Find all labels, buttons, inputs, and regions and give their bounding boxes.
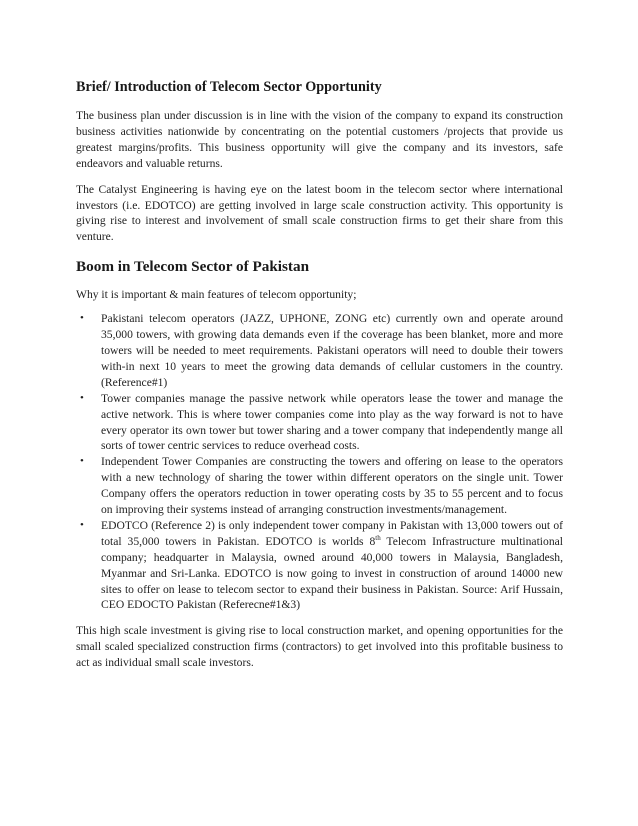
ordinal-superscript: th — [375, 533, 381, 542]
feature-bullet-list — [76, 311, 563, 613]
section-heading-introduction: Brief/ Introduction of Telecom Sector Opportunity — [76, 79, 382, 95]
list-item — [76, 518, 563, 613]
list-item — [76, 311, 563, 391]
paragraph-business-plan: The business plan under discussion is in line with the vision of the company to expand its construction business activities nationwide by concentrating on the potential customers /projects that provide us greatest margins/profits. This business opportunity will give the company and its investors, safe endeavors and valuable returns. — [76, 109, 563, 170]
bullet-icon: • — [80, 312, 84, 325]
list-item-text-part: EDOTCO (Reference 2) is only independent tower company in Pakistan with 13,000 towers out of total 35,000 towers in Pakistan. EDOTCO is worlds 8 — [101, 518, 563, 548]
list-item-text: Tower companies manage the passive network while operators lease the tower and manage the active network. This is where tower companies come into play as the way forward is not to have every operator its own tower but tower sharing and a tower company that independently mange all sorts of tower centric services to reduce overhead costs. — [101, 391, 563, 453]
bullet-icon: • — [80, 518, 84, 531]
list-item — [76, 454, 563, 518]
section-heading-telecom-boom: Boom in Telecom Sector of Pakistan — [76, 258, 310, 276]
paragraph-closing: This high scale investment is giving rise to local construction market, and opening opportunities for the small scaled specialized construction firms (contractors) to get involved into this profitable business to act as individual small scale investors. — [76, 624, 563, 670]
list-item — [76, 391, 563, 455]
paragraph-catalyst-engineering: The Catalyst Engineering is having eye on the latest boom in the telecom sector where international investors (i.e. EDOTCO) are getting involved in large scale construction activity. This opportunity is giving rise to interest and involvement of small scale construction firms to get their share from this venture. — [76, 182, 563, 244]
list-item-text-part: Telecom Infrastructure multinational company; headquarter in Malaysia, owned around 40,000 towers in Malaysia, Bangladesh, Myanmar and Sri-Lanka. EDOTCO is now going to invest in construction of around 14000 new sites to offer on lease to telecom sector to expand their business in Pakistan. Source: Arif Hussain, CEO EDOCTO Pakistan (Referecne#1&3) — [101, 534, 563, 612]
list-item-text: Independent Tower Companies are constructing the towers and offering on lease to the operators with a new technology of sharing the tower within different operators on the single unit. Tower Company offers the operators reduction in tower operating costs by 35 to 55 percent and to focus on improving their systems instead of arranging construction investments/management. — [101, 455, 563, 517]
list-item-text: Pakistani telecom operators (JAZZ, UPHONE, ZONG etc) currently own and operate around 35,000 towers, with growing data demands even if the coverage has been blanket, more and more towers will be needed to meet requirements. Pakistani operators will need to double their towers with-in next 10 years to meet the growing data demands of cellular customers in the country. (Reference#1) — [101, 312, 563, 389]
document-page — [76, 78, 563, 681]
bullet-icon: • — [80, 391, 84, 404]
paragraph-features-intro: Why it is important & main features of telecom opportunity; — [76, 288, 357, 302]
bullet-icon: • — [80, 455, 84, 468]
